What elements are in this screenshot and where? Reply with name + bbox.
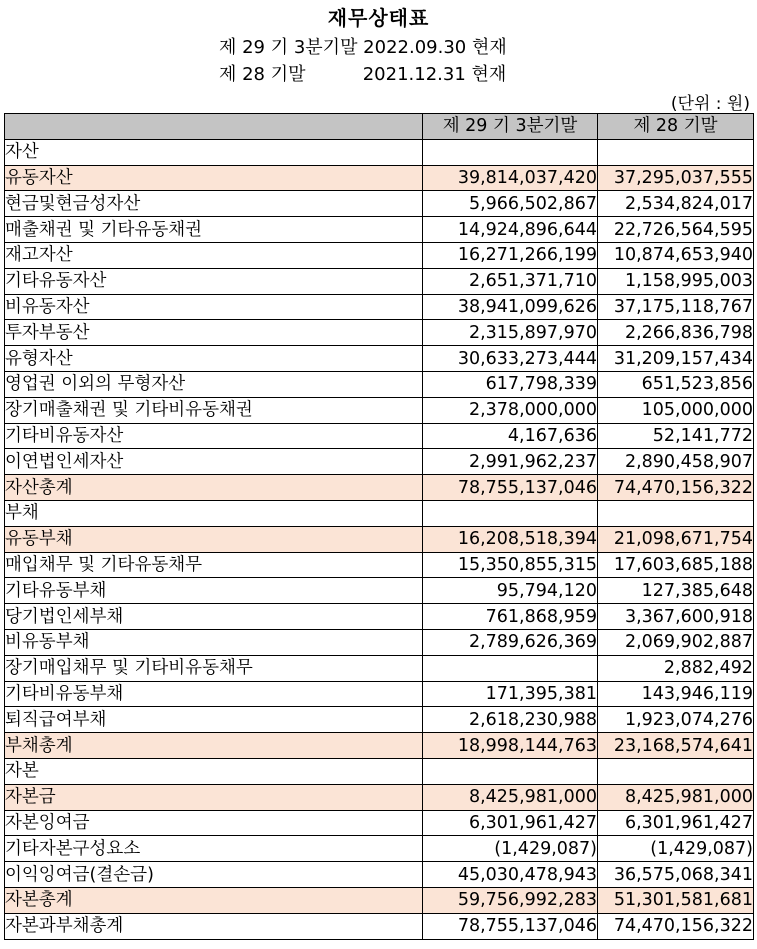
prior-period-line: 제 28 기말 2021.12.31 현재 bbox=[219, 64, 507, 85]
balance-sheet-table bbox=[4, 113, 754, 940]
row-label: 이익잉여금(결손금) bbox=[5, 862, 423, 888]
table-row bbox=[5, 784, 754, 810]
table-row bbox=[5, 733, 754, 759]
current-period-value: 39,814,037,420 bbox=[423, 165, 598, 191]
prior-period-value: 105,000,000 bbox=[598, 397, 754, 423]
prior-period-value: 23,168,574,641 bbox=[598, 733, 754, 759]
current-period-value: 4,167,636 bbox=[423, 423, 598, 449]
prior-period-value: 74,470,156,322 bbox=[598, 913, 754, 939]
prior-period-value: 21,098,671,754 bbox=[598, 526, 754, 552]
prior-period-value: 2,266,836,798 bbox=[598, 320, 754, 346]
header-prior-period: 제 28 기말 bbox=[598, 114, 754, 140]
header-label-cell bbox=[5, 114, 423, 140]
table-row bbox=[5, 862, 754, 888]
row-label: 자본금 bbox=[5, 784, 423, 810]
row-label: 부채 bbox=[5, 500, 423, 526]
table-row bbox=[5, 552, 754, 578]
table-row bbox=[5, 913, 754, 939]
row-label: 자본과부채총계 bbox=[5, 913, 423, 939]
current-period-value: 95,794,120 bbox=[423, 578, 598, 604]
statement-title: 재무상태표 bbox=[327, 6, 430, 30]
row-label: 장기매출채권 및 기타비유동채권 bbox=[5, 397, 423, 423]
row-label: 매입채무 및 기타유동채무 bbox=[5, 552, 423, 578]
current-period-value: 6,301,961,427 bbox=[423, 810, 598, 836]
current-period-value: 15,350,855,315 bbox=[423, 552, 598, 578]
prior-period-value: 127,385,648 bbox=[598, 578, 754, 604]
table-row bbox=[5, 217, 754, 243]
prior-period-value: 51,301,581,681 bbox=[598, 887, 754, 913]
row-label: 자본잉여금 bbox=[5, 810, 423, 836]
row-label: 유형자산 bbox=[5, 346, 423, 372]
row-label: 부채총계 bbox=[5, 733, 423, 759]
current-period-value: 18,998,144,763 bbox=[423, 733, 598, 759]
current-period-value: 78,755,137,046 bbox=[423, 913, 598, 939]
table-row bbox=[5, 681, 754, 707]
prior-period-value: 31,209,157,434 bbox=[598, 346, 754, 372]
prior-period-value: 1,923,074,276 bbox=[598, 707, 754, 733]
row-label: 투자부동산 bbox=[5, 320, 423, 346]
prior-period-value: 8,425,981,000 bbox=[598, 784, 754, 810]
row-label: 유동자산 bbox=[5, 165, 423, 191]
table-row bbox=[5, 655, 754, 681]
table-row bbox=[5, 526, 754, 552]
current-period-value: 14,924,896,644 bbox=[423, 217, 598, 243]
table-row bbox=[5, 758, 754, 784]
row-label: 자본 bbox=[5, 758, 423, 784]
row-label: 영업권 이외의 무형자산 bbox=[5, 371, 423, 397]
current-period-value: 78,755,137,046 bbox=[423, 475, 598, 501]
table-body bbox=[5, 139, 754, 939]
prior-period-value: 74,470,156,322 bbox=[598, 475, 754, 501]
prior-period-value bbox=[598, 139, 754, 165]
prior-period-value: 2,890,458,907 bbox=[598, 449, 754, 475]
prior-period-value: 6,301,961,427 bbox=[598, 810, 754, 836]
table-header-row bbox=[5, 114, 754, 140]
prior-period-value: 37,175,118,767 bbox=[598, 294, 754, 320]
row-label: 유동부채 bbox=[5, 526, 423, 552]
table-row bbox=[5, 139, 754, 165]
prior-period-value: 651,523,856 bbox=[598, 371, 754, 397]
current-period-value: 2,378,000,000 bbox=[423, 397, 598, 423]
table-row bbox=[5, 707, 754, 733]
current-period-value: 761,868,959 bbox=[423, 604, 598, 630]
row-label: 기타비유동자산 bbox=[5, 423, 423, 449]
prior-period-value: 37,295,037,555 bbox=[598, 165, 754, 191]
current-period-value: 16,208,518,394 bbox=[423, 526, 598, 552]
row-label: 비유동부채 bbox=[5, 629, 423, 655]
current-period-value: 59,756,992,283 bbox=[423, 887, 598, 913]
current-period-value: 2,651,371,710 bbox=[423, 268, 598, 294]
table-row bbox=[5, 268, 754, 294]
table-row bbox=[5, 475, 754, 501]
table-row bbox=[5, 371, 754, 397]
current-period-value: 617,798,339 bbox=[423, 371, 598, 397]
row-label: 재고자산 bbox=[5, 242, 423, 268]
row-label: 당기법인세부채 bbox=[5, 604, 423, 630]
table-row bbox=[5, 191, 754, 217]
table-row bbox=[5, 346, 754, 372]
prior-period-value: 17,603,685,188 bbox=[598, 552, 754, 578]
table-row bbox=[5, 578, 754, 604]
table-row bbox=[5, 810, 754, 836]
current-period-value: 2,789,626,369 bbox=[423, 629, 598, 655]
table-row bbox=[5, 294, 754, 320]
table-row bbox=[5, 423, 754, 449]
table-row bbox=[5, 449, 754, 475]
prior-period-value: 2,882,492 bbox=[598, 655, 754, 681]
row-label: 기타유동자산 bbox=[5, 268, 423, 294]
current-period-value bbox=[423, 655, 598, 681]
row-label: 자산 bbox=[5, 139, 423, 165]
row-label: 자산총계 bbox=[5, 475, 423, 501]
prior-period-value: 1,158,995,003 bbox=[598, 268, 754, 294]
table-row bbox=[5, 836, 754, 862]
prior-period-value bbox=[598, 500, 754, 526]
prior-period-value: 2,534,824,017 bbox=[598, 191, 754, 217]
row-label: 비유동자산 bbox=[5, 294, 423, 320]
current-period-value: 16,271,266,199 bbox=[423, 242, 598, 268]
table-row bbox=[5, 887, 754, 913]
prior-period-value: 10,874,653,940 bbox=[598, 242, 754, 268]
row-label: 기타자본구성요소 bbox=[5, 836, 423, 862]
table-row bbox=[5, 397, 754, 423]
prior-period-value: 36,575,068,341 bbox=[598, 862, 754, 888]
prior-period-value bbox=[598, 758, 754, 784]
table-row bbox=[5, 500, 754, 526]
current-period-value bbox=[423, 758, 598, 784]
current-period-value: 45,030,478,943 bbox=[423, 862, 598, 888]
row-label: 이연법인세자산 bbox=[5, 449, 423, 475]
table-row bbox=[5, 320, 754, 346]
prior-period-value: (1,429,087) bbox=[598, 836, 754, 862]
current-period-value: 2,618,230,988 bbox=[423, 707, 598, 733]
table-row bbox=[5, 629, 754, 655]
unit-note: (단위 : 원) bbox=[670, 94, 750, 114]
current-period-line: 제 29 기 3분기말 2022.09.30 현재 bbox=[219, 37, 507, 58]
prior-period-value: 3,367,600,918 bbox=[598, 604, 754, 630]
prior-period-value: 143,946,119 bbox=[598, 681, 754, 707]
prior-period-value: 52,141,772 bbox=[598, 423, 754, 449]
current-period-value: 2,315,897,970 bbox=[423, 320, 598, 346]
row-label: 매출채권 및 기타유동채권 bbox=[5, 217, 423, 243]
prior-period-value: 22,726,564,595 bbox=[598, 217, 754, 243]
current-period-value: (1,429,087) bbox=[423, 836, 598, 862]
current-period-value: 8,425,981,000 bbox=[423, 784, 598, 810]
table-row bbox=[5, 604, 754, 630]
current-period-value: 171,395,381 bbox=[423, 681, 598, 707]
table-row bbox=[5, 242, 754, 268]
row-label: 현금및현금성자산 bbox=[5, 191, 423, 217]
current-period-value: 5,966,502,867 bbox=[423, 191, 598, 217]
table-row bbox=[5, 165, 754, 191]
header-current-period: 제 29 기 3분기말 bbox=[423, 114, 598, 140]
row-label: 기타비유동부채 bbox=[5, 681, 423, 707]
row-label: 퇴직급여부채 bbox=[5, 707, 423, 733]
row-label: 장기매입채무 및 기타비유동채무 bbox=[5, 655, 423, 681]
current-period-value bbox=[423, 500, 598, 526]
current-period-value: 2,991,962,237 bbox=[423, 449, 598, 475]
prior-period-value: 2,069,902,887 bbox=[598, 629, 754, 655]
current-period-value: 38,941,099,626 bbox=[423, 294, 598, 320]
row-label: 자본총계 bbox=[5, 887, 423, 913]
current-period-value: 30,633,273,444 bbox=[423, 346, 598, 372]
current-period-value bbox=[423, 139, 598, 165]
row-label: 기타유동부채 bbox=[5, 578, 423, 604]
